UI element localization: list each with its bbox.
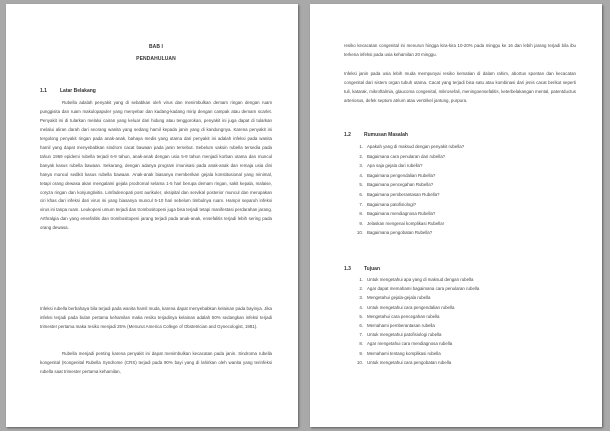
list-item-number: 2.	[359, 286, 363, 292]
list-item-number: 6.	[359, 322, 363, 328]
paragraph-2: Infeksi rubella berbahaya bila terjadi pada wanita hamil muda, karena dapat menyebabkan kelainan pada bayinya. Jika infeksi terjadi pada bulan pertama kehamilan maka resiko terjadinya kelainan adalah 50% sedangkan infeksi terjadi trimester pertama maka resiko menjadi 25% (Menurut America College of Obstetrician and Gynecologist, 1981).	[40, 306, 272, 329]
tujuan-item	[354, 284, 576, 293]
tujuan-item	[354, 312, 576, 321]
tujuan-item	[354, 275, 576, 284]
list-item-number: 10.	[356, 359, 363, 365]
section-heading-rumusan-masalah	[344, 132, 408, 138]
list-item-text: Untuk mengetahui cara pengendalian rubella	[367, 304, 455, 310]
list-item-text: Agar mengetahui cara mendiagnosa rubella	[367, 341, 453, 347]
list-item-number: 9.	[359, 220, 363, 226]
list-item-number: 5.	[359, 182, 363, 188]
list-item-text: Mengetahui gejala-gejala rubella	[367, 295, 431, 301]
rumusan-masalah-item	[354, 142, 576, 152]
list-item-text: Bagaimana pengobatan Rubella?	[367, 230, 433, 236]
list-item-number: 4.	[359, 172, 363, 178]
list-item-text: Bagaimana mendiagnosa Rubella?	[367, 211, 436, 217]
paragraph-continued: resiko kecacatan congenital ini menurun hingga kira-kira 10-20% pada minggu ke 16 dan lebih jarang terjadi bila ibu terkena infeksi pada usia kehamilan 20 minggu.	[344, 43, 576, 57]
list-item-text: Bagaimana patofisiologi?	[367, 201, 417, 207]
list-item-text: Bagaimana cara penularan dari rubella?	[367, 153, 446, 159]
rumusan-masalah-item	[354, 171, 576, 181]
list-item-number: 3.	[359, 295, 363, 301]
list-item-number: 6.	[359, 191, 363, 197]
rumusan-masalah-item	[354, 209, 576, 219]
list-item-text: Jelaskan mengenai komplikasi Rubella!	[367, 220, 444, 226]
tujuan-item	[354, 349, 576, 358]
list-item-text: Mengetahui cara pencegahan rubella	[367, 313, 440, 319]
rumusan-masalah-item	[354, 152, 576, 162]
paragraph-1: Rubella adalah penyakit yang di sebabkan oleh virus dan menimbulkan demam ringan dengan ruam punggisita dan ruam makulopapuler yang menyebar dan kadang-kadang mirip dengan campak atau demam scarlet. Penyakit ini di tularkan melalui cairan yang keluar dari hidung atau tenggorokan, penyakit ini juga dapat di tularkan melalui aliran darah dari seorang wanita yang sedang hamil kepada janin yang di kandungnya. Karena penyakit ini tergolong penyakit ringan pada anak-anak, bahaya medis yang utama dari penyakit ini adalah infeksi pada wanita hamil yang dapat menyebabkan sindrom cacat bawaan pada janin tersebut. Sebelum vaksin rubella tersedia pada tahun 1969 epidemi rubella terjadi 6-9 tahun, anak-anak dengan usia 5-9 tahun menjadi korban utama dan muncul banyak kasus rubella bawaan. Sekarang, dengan adanya program imunisasi pada anak-anak dan remaja usia dini hanya muncul sedikit kasus rubella bawaan. Anak-anak biasanya memberikan gejala konstitusional yang minimal, tetapi orang dewasa akan mengalami gejala prodromal selama 1-5 hari berupa demam ringan, sakit kepala, malaise, coryza ringan dan konjungtivitis. Limfadenopati post aurikuler, oksipital dan servikal posterior muncul dan merupakan ciri khas dari infeksi dari virus ini yang biasanya muncul 5-10 hari sebelum timbulnya ruam. Hampir separuh infeksi virus ini tanpa ruam. Leukopeni umum terjadi dan trombositopeni juga bisa terjadi tetapi manifestasi perdarahan jarang. Arthralgia dan yang ensefalitis dan trombositopeni jarang terjadi pada anak-anak, ensefalitis terjadi lebih sering pada orang dewasa.	[40, 100, 272, 231]
document-page-1	[6, 4, 298, 427]
tujuan-item	[354, 303, 576, 312]
list-item-number: 8.	[359, 211, 363, 217]
list-item-number: 2.	[359, 153, 363, 159]
tujuan-item	[354, 293, 576, 302]
chapter-title: PENDAHULUAN	[136, 56, 176, 62]
document-page-2	[310, 4, 602, 427]
tujuan-item	[354, 330, 576, 339]
list-item-text: Untuk mengetahui apa yang di maksud dengan rubella	[367, 277, 474, 282]
paragraph-4: Infeksi janin pada usia lebih muda mempunyai resiko kematian di dalam rahim, abortus spontan dan kecacatan congenital dari sistem organ tubuh utama. Cacat yang terjadi bisa satu atau kombinasi dari jenis cacat berikut seperti tuli, katarak, mikroftalmia, glaucoma congenital, mikrosefali, meningoensefalitis, keterbelakangan mental, patentductus arteriosus, defek septum atrium atau ventrikel jantung, purpura.	[344, 71, 576, 103]
list-item-number: 10.	[356, 230, 363, 236]
rumusan-masalah-item	[354, 219, 576, 229]
list-item-number: 3.	[359, 163, 363, 169]
rumusan-masalah-list	[354, 142, 576, 238]
list-item-text: Bagaimana pemberantasan Rubella?	[367, 191, 440, 197]
list-item-text: Apakah yang di maksud dengan penyakit rubella?	[367, 144, 465, 149]
list-item-number: 1.	[359, 277, 363, 282]
section-title: Tujuan	[364, 266, 381, 272]
section-heading-latar-belakang	[40, 88, 96, 94]
list-item-text: Bagaimana pencegahan Rubella?	[367, 182, 434, 188]
section-title: Rumusan Masalah	[364, 132, 408, 138]
list-item-number: 1.	[359, 144, 363, 149]
tujuan-item	[354, 358, 576, 367]
section-number: 1.1	[40, 88, 47, 94]
list-item-text: Apa saja gejala dari rubella?	[367, 163, 423, 169]
section-number: 1.2	[344, 132, 351, 138]
tujuan-list	[354, 275, 576, 367]
section-heading-tujuan	[344, 266, 380, 272]
list-item-number: 7.	[359, 201, 363, 207]
list-item-text: Untuk mengetahui cara pengobatan rubella	[367, 359, 452, 365]
chapter-number: BAB I	[148, 44, 164, 50]
list-item-number: 7.	[359, 332, 363, 338]
rumusan-masalah-item	[354, 200, 576, 210]
list-item-text: Memahami pemberantasan rubella	[367, 322, 435, 328]
list-item-text: Bagaimana pengendalian Rubella?	[367, 172, 436, 178]
tujuan-item	[354, 339, 576, 348]
section-number: 1.3	[344, 266, 351, 272]
rumusan-masalah-item	[354, 190, 576, 200]
list-item-number: 9.	[359, 350, 363, 356]
list-item-text: Agar dapat memahami bagaimana cara penularan rubella	[367, 286, 480, 292]
list-item-number: 4.	[359, 304, 363, 310]
section-title: Latar Belakang	[60, 88, 96, 94]
rumusan-masalah-item	[354, 161, 576, 171]
list-item-number: 8.	[359, 341, 363, 347]
list-item-text: Memahami tentang komplikasi rubella	[367, 350, 441, 356]
list-item-text: Untuk mengetahui patofisiologi rubella	[367, 332, 442, 338]
rumusan-masalah-item	[354, 180, 576, 190]
list-item-number: 5.	[359, 313, 363, 319]
tujuan-item	[354, 321, 576, 330]
rumusan-masalah-item	[354, 228, 576, 238]
paragraph-3: Rubella menjadi penting karena penyakit ini dapat menimbulkan kecacatan pada janin. Sindroma rubella kongenital (Kongenital Rubella Syndrome (CRS) terjadi pada 90% bayi yang di lahirkan oleh wanita yang terinfeksi rubella saat trimester pertama kehamilan,	[40, 351, 272, 374]
